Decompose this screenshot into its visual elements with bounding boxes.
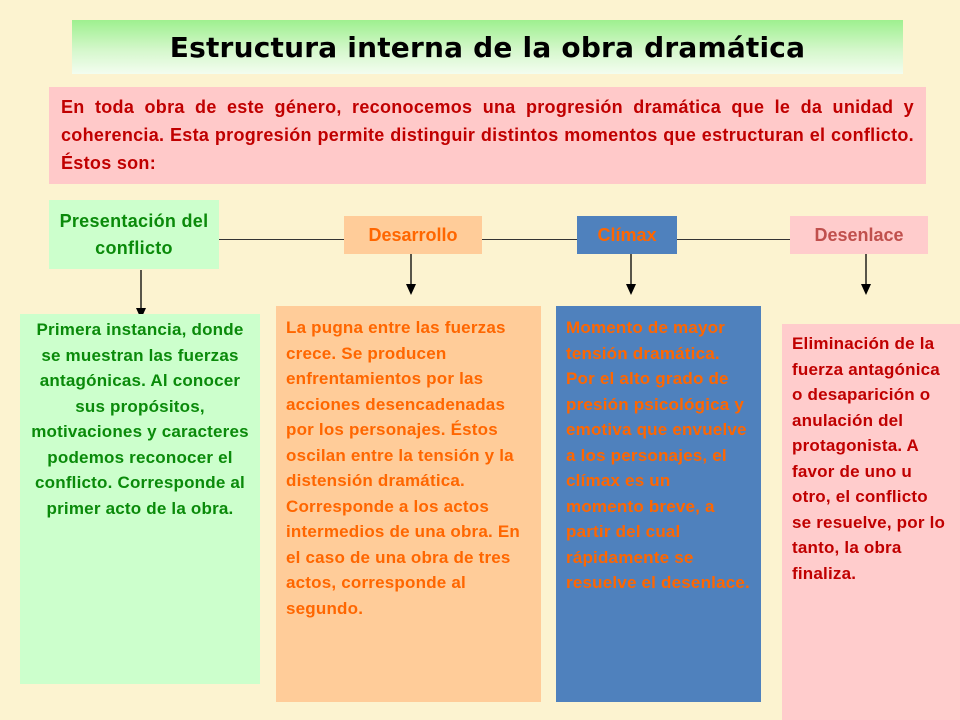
timeline-connector-line	[218, 239, 792, 240]
stage-heading-climax: Clímax	[577, 216, 677, 254]
stage-description-desarrollo: La pugna entre las fuerzas crece. Se producen enfrentamientos por las acciones desencadenadas por los personajes. Éstos oscilan entre la tensión y la distensión dramática. Corresponde a los actos intermedios de una obra. En el caso de una obra de tres actos, corresponde al segundo.	[276, 306, 541, 702]
stage-description-presentacion: Primera instancia, donde se muestran las fuerzas antagónicas. Al conocer sus propósitos, motivaciones y caracteres podemos reconocer el conflicto. Corresponde al primer acto de la obra.	[20, 314, 260, 684]
intro-paragraph: En toda obra de este género, reconocemos una progresión dramática que le da unidad y coherencia. Esta progresión permite distinguir distintos momentos que estructuran el conflicto. Éstos son:	[49, 87, 926, 184]
stage-heading-presentacion: Presentación del conflicto	[49, 200, 219, 269]
down-arrow-icon	[135, 270, 147, 320]
title-banner	[72, 20, 903, 74]
down-arrow-icon	[625, 254, 637, 304]
stage-description-desenlace: Eliminación de la fuerza antagónica o desaparición o anulación del protagonista. A favor de uno u otro, el conflicto se resuelve, por lo tanto, la obra finaliza.	[782, 324, 960, 720]
down-arrow-icon	[860, 254, 872, 304]
stage-description-climax: Momento de mayor tensión dramática. Por el alto grado de presión psicológica y emotiva que envuelve a los personajes, el clímax es un momento breve, a partir del cual rápidamente se resuelve el desenlace.	[556, 306, 761, 702]
page-title: Estructura interna de la obra dramática	[169, 30, 806, 64]
stage-heading-desenlace: Desenlace	[790, 216, 928, 254]
stage-heading-desarrollo: Desarrollo	[344, 216, 482, 254]
down-arrow-icon	[405, 254, 417, 304]
